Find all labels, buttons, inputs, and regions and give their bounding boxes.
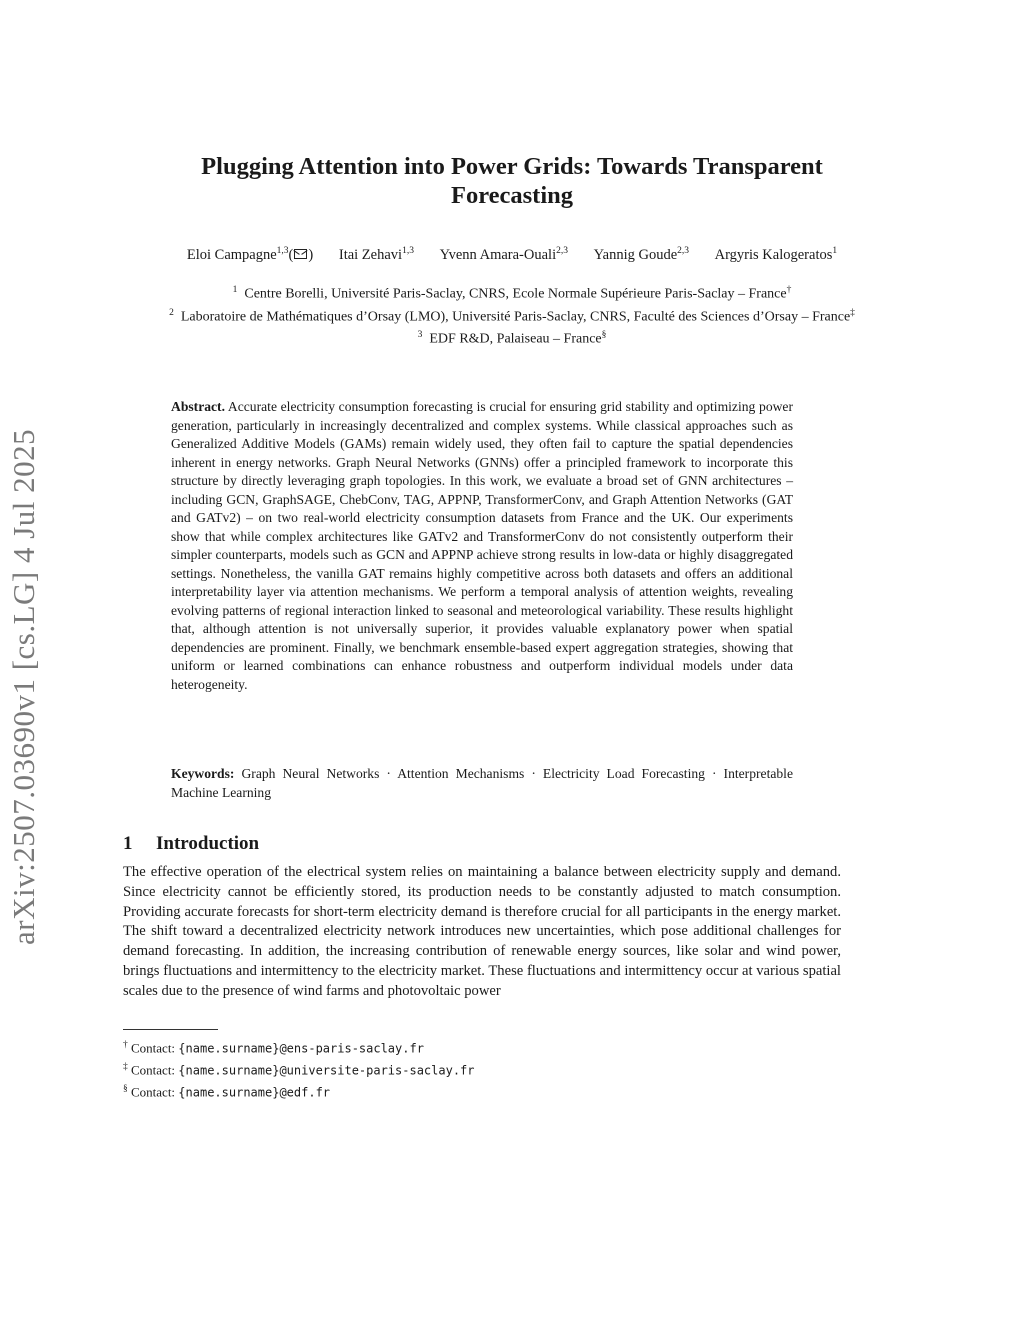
abstract-text: Accurate electricity consumption forecasting is crucial for ensuring grid stability and optimizing power generation, particularly in increasingly decentralized and complex systems. While classical approaches such as Generalized Additive Models (GAMs) remain widely used, they often fail to capture the spatial dependencies inherent in energy networks. Graph Neural Networks (GNNs) offer a principled framework to incorporate this structure by directly leveraging graph topologies. In this work, we evaluate a broad set of GNN architectures – including GCN, GraphSAGE, ChebConv, TAG, APPNP, TransformerConv, and Graph Attention Networks (GAT and GATv2) – on two real-world electricity consumption datasets from France and the UK. Our experiments show that while complex architectures like GATv2 and TransformerConv do not consistently outperform their simpler counterparts, models such as GCN and APPNP achieve strong results in low-data or highly disaggregated settings. Nonetheless, the vanilla GAT remains highly competitive across both datasets and offers an additional interpretability layer via attention mechanisms. We perform a temporal analysis of attention weights, revealing evolving patterns of regional interaction linked to seasonal and meteorological variability. These results highlight that, although attention is not universally superior, it provides valuable explanatory power when spatial dependencies are prominent. Finally, we benchmark ensemble-based expert aggregation strategies, showing that uniform or learned combinations can enhance robustness and outperform individual models under data heterogeneity.	[171, 399, 793, 692]
author-goude: Yannig Goude$^{2,3}$	[593, 246, 690, 263]
affiliations	[130, 281, 894, 349]
section-heading	[123, 833, 259, 855]
author-kalogeratos: Argyris Kalogeratos$^1$	[714, 246, 838, 263]
author-zehavi: Itai Zehavi$^{1,3}$	[338, 246, 414, 263]
author-list	[100, 246, 924, 264]
footnote-rule	[123, 1029, 218, 1030]
keywords	[171, 765, 793, 802]
section-title: Introduction	[156, 833, 260, 854]
affiliation-1: $^1$ Centre Borelli, Université Paris-Saclay, CNRS, Ecole Normale Supérieure Paris-Saclay – France†	[232, 285, 792, 302]
section-number: 1	[123, 833, 133, 854]
arxiv-identifier: arXiv:2507.03690v1 [cs.LG] 4 Jul 2025	[6, 428, 41, 945]
affiliation-3: $^3$ EDF R&D, Palaiseau – France§	[417, 330, 607, 347]
keywords-text: Graph Neural Networks · Attention Mechanisms · Electricity Load Forecasting · Interpretable Machine Learning	[171, 766, 793, 800]
author-campagne: Eloi Campagne$^{1,3}$( )	[186, 246, 314, 263]
title-line-1: Plugging Attention into Power Grids: Towards Transparent	[201, 153, 823, 180]
introduction-paragraph: The effective operation of the electrical system relies on maintaining a balance between electricity supply and demand. Since electricity cannot be efficiently stored, its production needs to be constantly adjusted to match consumption. Providing accurate forecasts for short-term electricity demand is therefore crucial for all participants in the energy market. The shift toward a decentralized electricity network introduces new uncertainties, which pose additional challenges for demand forecasting. In addition, the increasing contribution of renewable energy sources, like solar and wind power, brings fluctuations and intermittency to the electricity market. These fluctuations and intermittency occur at various spatial scales due to the presence of wind farms and photovoltaic power	[123, 864, 841, 999]
abstract	[171, 398, 793, 694]
author-amara-ouali: Yvenn Amara-Ouali$^{2,3}$	[439, 246, 568, 263]
abstract-label: Abstract.	[171, 399, 225, 414]
affiliation-2: $^2$ Laboratoire de Mathématiques d’Orsay (LMO), Université Paris-Saclay, CNRS, Faculté des Sciences d’Orsay – France‡	[169, 307, 855, 325]
title-line-2: Forecasting	[450, 182, 574, 209]
footnote-2: ‡ Contact: {name.surname}@universite-paris-saclay.fr	[123, 1061, 475, 1078]
envelope-icon	[294, 249, 307, 259]
footnote-3: § Contact: {name.surname}@edf.fr	[123, 1083, 331, 1099]
paper-title	[100, 152, 924, 210]
footnotes	[123, 1036, 475, 1101]
keywords-label: Keywords:	[171, 766, 235, 781]
footnote-1: † Contact: {name.surname}@ens-paris-saclay.fr	[123, 1040, 424, 1056]
